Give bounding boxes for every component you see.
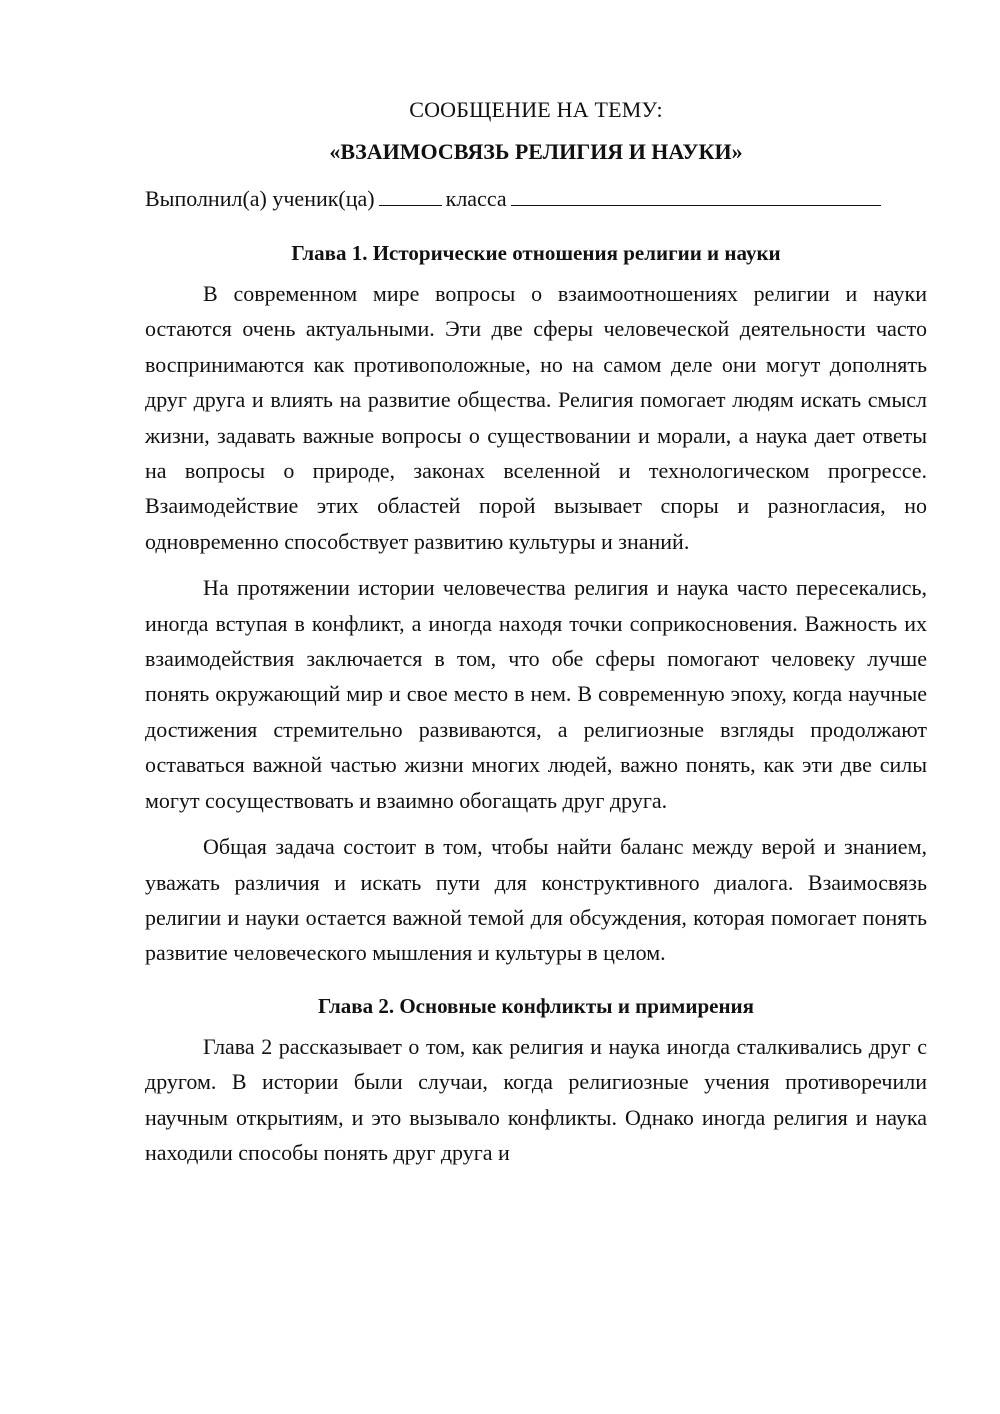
- student-name-blank: [511, 186, 881, 206]
- chapter1-paragraph-1: В современном мире вопросы о взаимоотношениях религии и науки остаются очень актуальными. Эти две сферы человеческой деятельности часто воспринимаются как противоположные, но на самом деле они могут дополнять друг друга и влиять на развитие общества. Религия помогает людям искать смысл жизни, задавать важные вопросы о существовании и морали, а наука дает ответы на вопросы о природе, законах вселенной и технологическом прогрессе. Взаимодействие этих областей порой вызывает споры и разногласия, но одновременно способствует развитию культуры и знаний.: [145, 281, 927, 554]
- class-label: класса: [445, 186, 507, 211]
- chapter1-paragraph-2: На протяжении истории человечества религия и наука часто пересекались, иногда вступая в конфликт, а иногда находя точки соприкосновения. Важность их взаимодействия заключается в том, что обе сферы помогают человеку лучше понять окружающий мир и свое место в нем. В современную эпоху, когда научные достижения стремительно развиваются, а религиозные взгляды продолжают оставаться важной частью жизни многих людей, важно понять, как эти две силы могут сосуществовать и взаимно обогащать друг друга.: [145, 575, 927, 813]
- chapter2-paragraph-1: Глава 2 рассказывает о том, как религия и наука иногда сталкивались друг с другом. В истории были случаи, когда религиозные учения противоречили научным открытиям, и это вызывало конфликты. Однако иногда религия и наука находили способы понять друг друга и: [145, 1033, 927, 1165]
- chapter1-heading: Глава 1. Исторические отношения религии и науки: [291, 241, 781, 265]
- document-page: [145, 88, 927, 1181]
- document-title-line1: СООБЩЕНИЕ НА ТЕМУ:: [409, 97, 663, 122]
- document-title-line2: «ВЗАИМОСВЯЗЬ РЕЛИГИЯ И НАУКИ»: [329, 139, 743, 164]
- chapter1-paragraph-3: Общая задача состоит в том, чтобы найти баланс между верой и знанием, уважать различия и искать пути для конструктивного диалога. Взаимосвязь религии и науки остается важной темой для обсуждения, которая помогает понять развитие человеческого мышления и культуры в целом.: [145, 834, 927, 966]
- class-number-blank: [379, 186, 442, 206]
- chapter2-heading: Глава 2. Основные конфликты и примирения: [317, 993, 755, 1018]
- author-line: [145, 184, 927, 214]
- author-prefix: Выполнил(а) ученик(ца): [145, 186, 375, 211]
